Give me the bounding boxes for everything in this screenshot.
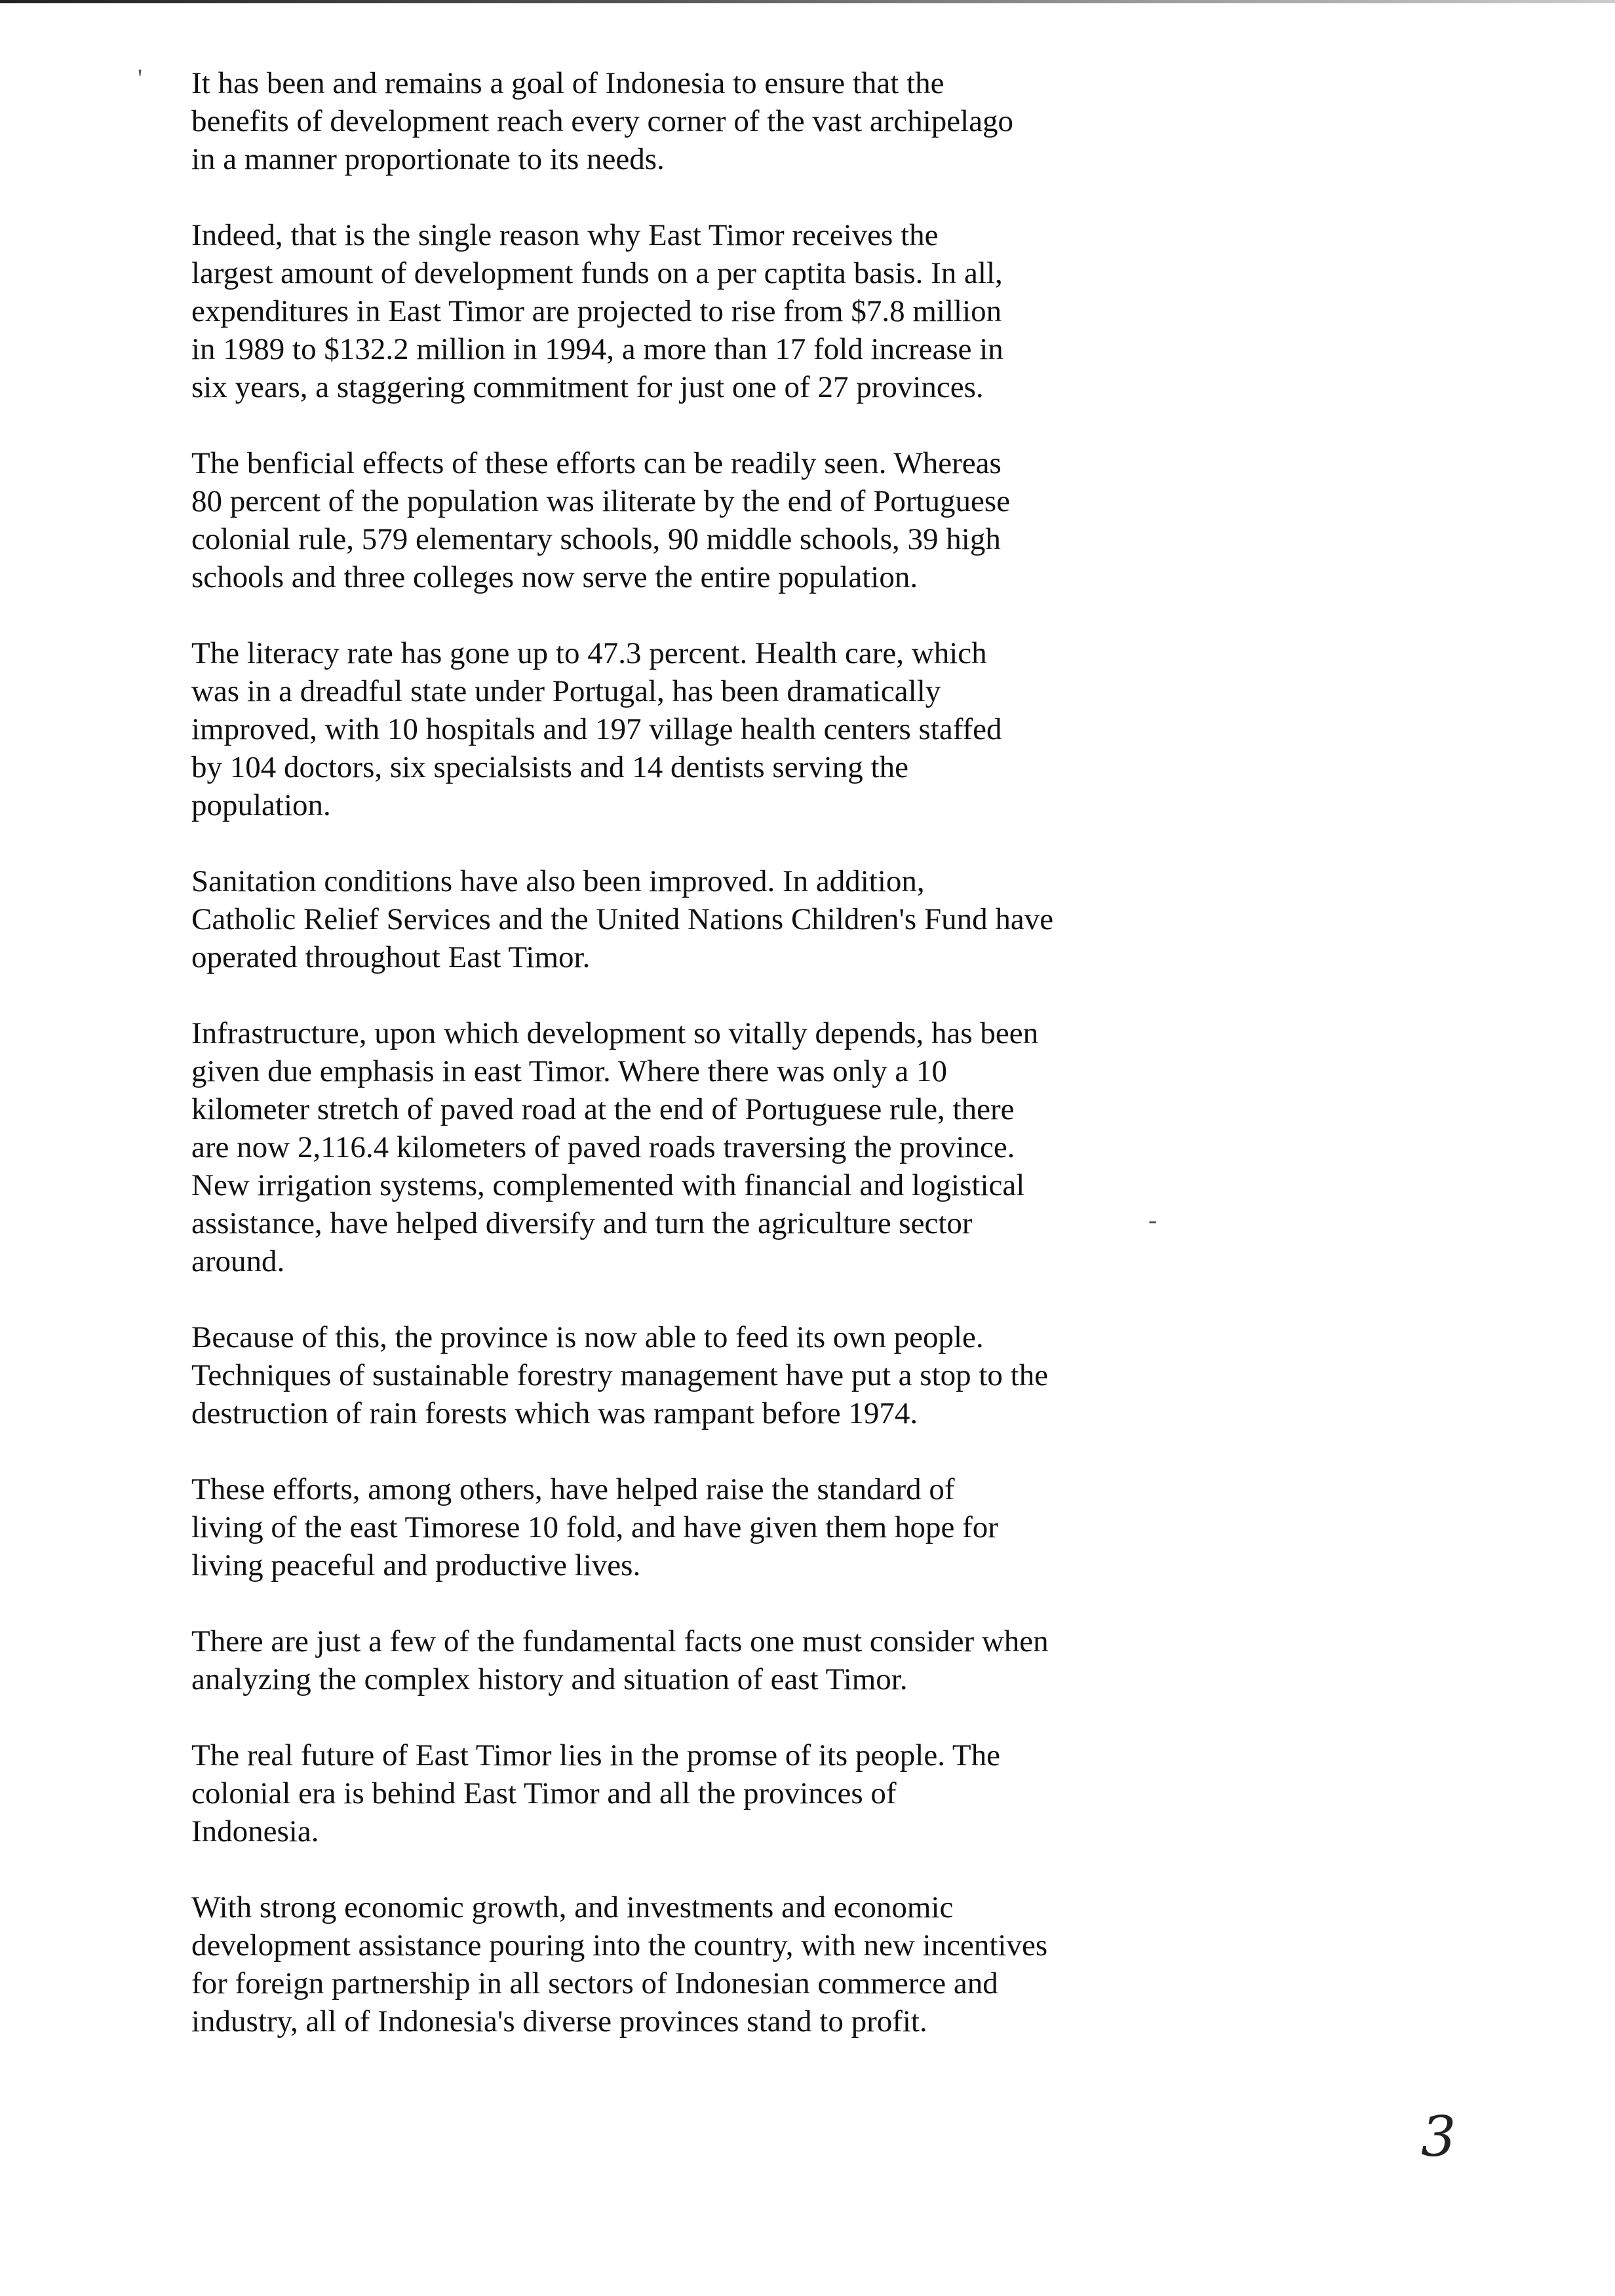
paragraph-future: The real future of East Timor lies in the promse of its people. The colonial era is behind East Timor and all the provinces of Indonesia. bbox=[191, 1738, 1000, 1848]
page-number: 3 bbox=[1421, 2105, 1456, 2169]
paragraph-living-standard: These efforts, among others, have helped raise the standard of living of the east Timorese 10 fold, and have given them hope for living peaceful and productive lives. bbox=[191, 1472, 998, 1582]
stray-mark: ' bbox=[138, 64, 143, 93]
paragraph-development-goal: It has been and remains a goal of Indonesia to ensure that the benefits of development reach every corner of the vast archipelago in a manner proportionate to its needs. bbox=[191, 66, 1014, 176]
paragraph-development-funds: Indeed, that is the single reason why East Timor receives the largest amount of development funds on a per captita basis. In all, expenditures in East Timor are projected to rise from $7.8 million in 1989 to $132.2 million in 1994, a more than 17 fold increase in six years, a staggering commitment for just one of 27 provinces. bbox=[191, 218, 1003, 404]
paragraph-education: The benficial effects of these efforts can be readily seen. Whereas 80 percent of the population was iliterate by the end of Portuguese colonial rule, 579 elementary schools, 90 middle schools, 39 high schools and three colleges now serve the entire population. bbox=[191, 446, 1011, 594]
paragraph-sanitation: Sanitation conditions have also been improved. In addition, Catholic Relief Services and the United Nations Children's Fund have operated throughout East Timor. bbox=[191, 864, 1054, 974]
document-body bbox=[191, 64, 1188, 2078]
paragraph-literacy-health: The literacy rate has gone up to 47.3 percent. Health care, which was in a dreadful state under Portugal, has been dramatically improved, with 10 hospitals and 197 village health centers staffed by 104 doctors, six specialsists and 14 dentists serving the population. bbox=[191, 636, 1002, 822]
stray-mark: - bbox=[1148, 1205, 1158, 1234]
scan-top-edge bbox=[0, 0, 1615, 3]
paragraph-fundamental-facts: There are just a few of the fundamental facts one must consider when analyzing the complex history and situation of east Timor. bbox=[191, 1624, 1049, 1696]
paragraph-economic-growth: With strong economic growth, and investments and economic development assistance pouring into the country, with new incentives for foreign partnership in all sectors of Indonesian commerce and industry, all of Indonesia's diverse provinces stand to profit. bbox=[191, 1890, 1048, 2038]
paragraph-infrastructure: Infrastructure, upon which development so vitally depends, has been given due emphasis in east Timor. Where there was only a 10 kilometer stretch of paved road at the end of Portuguese rule, there are now 2,116.4 kilometers of paved roads traversing the province. New irrigation systems, complemented with financial and logistical assistance, have helped diversify and turn the agriculture sector around. bbox=[191, 1016, 1039, 1278]
paragraph-food-forestry: Because of this, the province is now able to feed its own people. Techniques of sustainable forestry management have put a stop to the destruction of rain forests which was rampant before 1974. bbox=[191, 1320, 1049, 1430]
